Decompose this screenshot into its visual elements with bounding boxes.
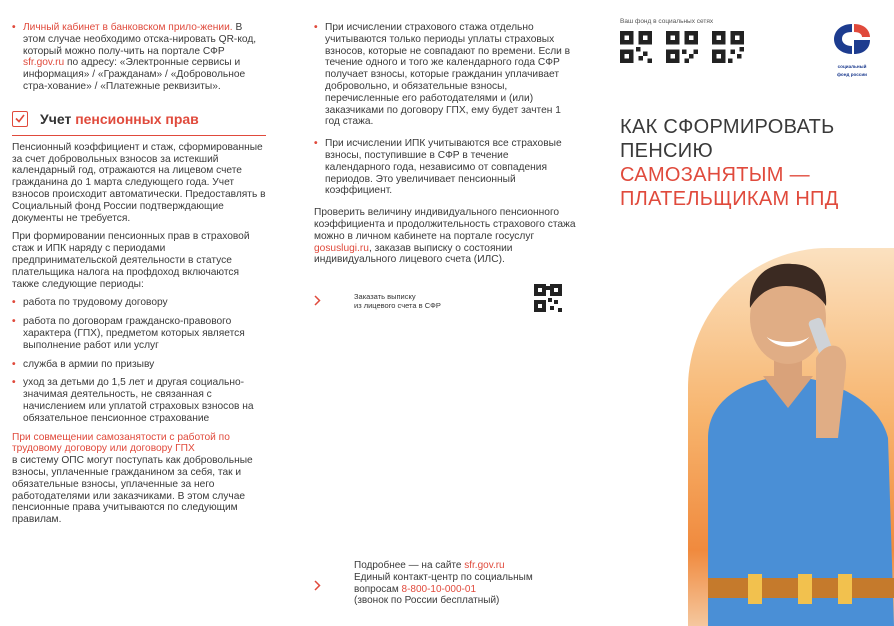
qr-code-icon[interactable] (620, 31, 652, 63)
more-info (314, 560, 533, 607)
sfr-logo-icon (832, 22, 872, 56)
list-item: • уход за детьми до 1,5 лет и другая социально-значимая деятельность, не связанная с начислением или уплатой страховых взносов на обязательное пенсионное страхование (12, 377, 266, 424)
combo-heading: При совмещении самозанятости с работой по трудовому договору или договору ГПХ (12, 431, 230, 455)
social-label: Ваш фонд в социальных сетях (620, 18, 714, 25)
list-item: • работа по трудовому договору (12, 297, 266, 309)
order-statement-label: Заказать выписку из лицевого счета в СФР (354, 291, 441, 310)
worker-illustration (688, 248, 894, 626)
phone-number[interactable]: 8-800-10-000-01 (401, 583, 477, 595)
section-title: Учет пенсионных прав (40, 110, 199, 127)
contact-block: Подробнее — на сайте sfr.gov.ru Единый контакт-центр по социальным вопросам 8-800-10-000-01 (звонок по России бесплатный) (354, 560, 533, 607)
panel-left (0, 0, 276, 626)
section-heading (12, 111, 266, 136)
panel-cover (600, 0, 894, 626)
periods-list (12, 297, 266, 424)
combo-text: в систему ОПС могут поступать как добровольные взносы, уплаченные гражданином за себя, так и обязательные взносы, уплаченные за него работодателями или заказчиками. В этом случае пенсионные права учитываются по следующим правилам. (12, 455, 253, 526)
hero-photo (688, 248, 894, 626)
checkbox-icon (12, 111, 28, 127)
sfr-link[interactable]: sfr.gov.ru (23, 57, 65, 69)
page-title: КАК СФОРМИРОВАТЬ ПЕНСИЮ САМОЗАНЯТЫМ — ПЛАТЕЛЬЩИКАМ НПД (620, 116, 839, 210)
list-item: • работа по договорам гражданско-правового характера (ГПХ), предметом которых является выполнение работ или услуг (12, 316, 266, 351)
order-statement-row[interactable] (314, 284, 576, 317)
gosuslugi-link[interactable]: gosuslugi.ru (314, 242, 369, 254)
intro-bullet: • Личный кабинет в банковском прило-жении. В этом случае необходимо отска-нировать QR-код, который можно полу-чить на портале СФР sfr.gov.ru по адресу: «Электронные сервисы и информация» / «Гражданам» / «Добровольное стра-хование» / «Платежные реквизиты». (12, 22, 266, 93)
check-paragraph: Проверить величину индивидуального пенсионного коэффициента и продолжительность страхового стажа можно в личном кабинете на портале госуслуг gosuslugi.ru, заказав выписку о состоянии индивидуального лицевого счета (ИЛС). (314, 207, 576, 266)
pension-paragraph-2: При формировании пенсионных прав в страховой стаж и ИПК наряду с периодами предпринимательской деятельности в статусе плательщика налога на профдоход включаются также следующие периоды: (12, 231, 250, 290)
chevron-right-icon (314, 560, 354, 607)
list-item: • При исчислении ИПК учитываются все страховые взносы, поступившие в СФР в течение календарного года, независимо от совпадения периодов. Это увеличивает пенсионный коэффициент. (314, 138, 576, 197)
pension-paragraph-1: Пенсионный коэффициент и стаж, сформированные за счет добровольных взносов за истекший календарный год, отражаются на лицевом счете гражданина до 1 марта следующего года. Учет взносов происходит автоматически. Предоставлять в Социальный фонд России подтверждающие документы не требуется. (12, 141, 266, 224)
qr-code-icon[interactable] (534, 284, 562, 317)
panel-middle (300, 0, 590, 626)
intro-list (12, 22, 266, 93)
qr-code-icon[interactable] (712, 31, 744, 63)
sfr-site-link[interactable]: sfr.gov.ru (464, 560, 505, 571)
sfr-logo: социальный фонд россии (828, 22, 876, 77)
qr-code-icon[interactable] (666, 31, 698, 63)
list-item: • служба в армии по призыву (12, 359, 266, 371)
list-item: • При исчислении страхового стажа отдельно учитываются только периоды уплаты страховых взносов, которые не совпадают по времени. Если в течение одного и того же календарного года СФР получает взносы, которые гражданин уплачивает добровольно, и обязательные взносы, перечисленные его работодателями и (или) заказчиками по договору ГПХ, ему будет зачтен 1 год стажа. (314, 22, 576, 128)
rules-list (314, 22, 576, 197)
chevron-right-icon (314, 293, 354, 309)
